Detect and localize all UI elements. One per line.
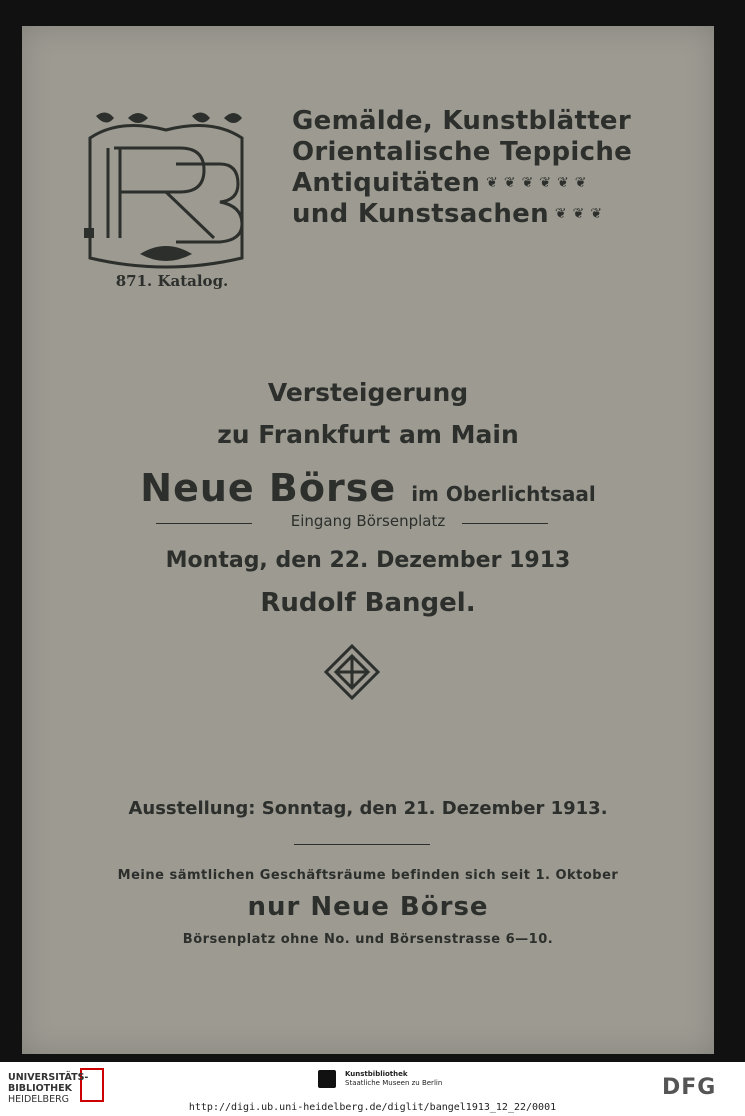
diamond-ornament-icon xyxy=(324,644,380,700)
source-url[interactable]: http://digi.ub.uni-heidelberg.de/diglit/bangel1913_12_22/0001 xyxy=(188,1102,557,1113)
notice-line-2: nur Neue Börse xyxy=(247,892,489,922)
notice-line-1: Meine sämtlichen Geschäftsräume befinden sich seit 1. Oktober xyxy=(117,868,619,883)
leaf-ornament-icon: ❦❦❦ xyxy=(554,206,609,222)
auction-date: Montag, den 22. Dezember 1913 xyxy=(165,548,571,573)
header-line-1: Gemälde, Kunstblätter xyxy=(292,106,631,136)
auctioneer-name: Rudolf Bangel. xyxy=(260,588,476,618)
notice-divider xyxy=(294,844,430,845)
kunstbibliothek-name: Kunstbibliothek Staatliche Museen zu Berlin xyxy=(345,1070,443,1087)
library-name: UNIVERSITÄTS- BIBLIOTHEK HEIDELBERG xyxy=(8,1072,89,1105)
auction-location: zu Frankfurt am Main xyxy=(217,420,519,449)
notice-line-3: Börsenplatz ohne No. und Börsenstrasse 6—10. xyxy=(182,932,554,947)
digitization-footer xyxy=(0,1062,745,1116)
entrance-text: Eingang Börsenplatz xyxy=(290,512,446,530)
auction-title: Versteigerung xyxy=(267,378,469,407)
header-line-3: Antiquitäten ❦❦❦❦❦❦ xyxy=(292,168,593,198)
catalog-number: 871. Katalog. xyxy=(115,272,229,290)
divider-right xyxy=(462,523,548,524)
venue-room: im Oberlichtsaal xyxy=(411,482,596,506)
kunstbibliothek-logo-icon xyxy=(318,1070,336,1088)
header-line-4: und Kunstsachen ❦❦❦ xyxy=(292,199,609,229)
venue-name: Neue Börse xyxy=(140,466,397,510)
header-titles xyxy=(292,106,712,230)
exhibition-date: Ausstellung: Sonntag, den 21. Dezember 1913. xyxy=(128,798,608,819)
leaf-ornament-icon: ❦❦❦❦❦❦ xyxy=(486,175,593,191)
catalog-cover xyxy=(22,26,714,1054)
venue-line xyxy=(22,466,714,510)
header-line-2: Orientalische Teppiche xyxy=(292,137,633,167)
rb-monogram-logo xyxy=(80,108,252,276)
dfg-logo: DFG xyxy=(662,1075,717,1100)
